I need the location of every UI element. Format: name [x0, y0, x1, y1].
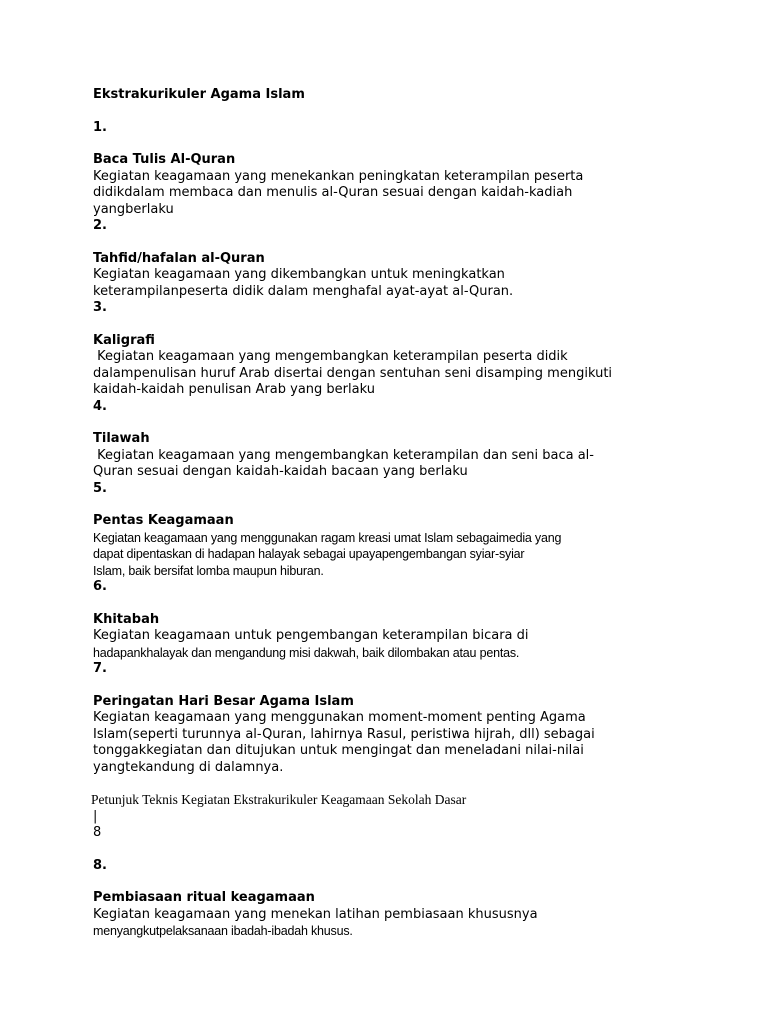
section-line: Islam(seperti turunnya al-Quran, lahirnya Rasul, peristiwa hijrah, dll) sebagai [93, 726, 595, 742]
section-number: 5. [93, 480, 107, 496]
section-line: keterampilanpeserta didik dalam menghafal ayat-ayat al-Quran. [93, 283, 514, 299]
section-heading: Pembiasaan ritual keagamaan [93, 890, 315, 905]
page-footer [93, 792, 693, 842]
section-line: kaidah-kaidah penulisan Arab yang berlaku [93, 382, 375, 397]
section-line: Kegiatan keagamaan yang menekan latihan pembiasaan khususnya [93, 906, 538, 922]
section-line: yangberlaku [93, 201, 174, 217]
section-heading: Khitabah [93, 611, 160, 627]
section-line: Kegiatan keagamaan yang dikembangkan untuk meningkatkan [93, 267, 505, 282]
section-phbi [93, 694, 693, 777]
section-number: 6. [93, 579, 107, 594]
section-line: Kegiatan keagamaan yang mengembangkan keterampilan peserta didik [93, 349, 568, 364]
section-number: 4. [93, 398, 107, 414]
section-khitabah [93, 612, 693, 694]
section-line: Kegiatan keagamaan yang menekankan peningkatan keterampilan peserta [93, 168, 584, 184]
section-number: 8. [93, 857, 107, 873]
section-line: yangtekandung di dalamnya. [93, 759, 284, 775]
section-line: tonggakkegiatan dan ditujukan untuk mengingat dan meneladani nilai-nilai [93, 743, 584, 758]
document-page [93, 87, 693, 940]
section-line: dalampenulisan huruf Arab disertai dengan sentuhan seni disamping mengikuti [93, 365, 613, 381]
page-title: Ekstrakurikuler Agama Islam [93, 87, 305, 102]
section-line: Islam, baik bersifat lomba maupun hiburan. [93, 563, 324, 578]
section-number: 7. [93, 661, 107, 676]
section-line: didikdalam membaca dan menulis al-Quran sesuai dengan kaidah-kadiah [93, 185, 573, 200]
section-number: 1. [93, 119, 107, 135]
section-heading: Tilawah [93, 431, 150, 446]
section-heading: Tahfid/hafalan al-Quran [93, 250, 265, 266]
section-number: 3. [93, 300, 107, 315]
section-baca-tulis [93, 152, 693, 251]
section-line: Kegiatan keagamaan yang menggunakan moment-moment penting Agama [93, 710, 586, 725]
section-heading: Kaligrafi [93, 332, 155, 348]
section-pentas [93, 513, 693, 612]
section-line: Kegiatan keagamaan yang menggunakan ragam kreasi umat Islam sebagaimedia yang [93, 530, 562, 545]
section-tahfid [93, 251, 693, 333]
page-number: 8 [93, 825, 102, 840]
section-heading: Baca Tulis Al-Quran [93, 152, 236, 167]
footer-title: Petunjuk Teknis Kegiatan Ekstrakurikuler Keagamaan Sekolah Dasar [91, 792, 467, 807]
section-tilawah [93, 431, 693, 513]
section-number: 2. [93, 218, 107, 233]
section-line: hadapankhalayak dan mengandung misi dakwah, baik dilombakan atau pentas. [93, 645, 520, 660]
section-heading: Peringatan Hari Besar Agama Islam [93, 693, 354, 709]
section-line: Kegiatan keagamaan yang mengembangkan keterampilan dan seni baca al- [93, 447, 594, 463]
section-kaligrafi [93, 333, 693, 432]
section-line: menyangkutpelaksanaan ibadah-ibadah khusus. [93, 924, 353, 938]
section-heading: Pentas Keagamaan [93, 513, 234, 528]
section-pembiasaan [93, 858, 693, 940]
footer-separator: | [93, 808, 98, 824]
section-line: dapat dipentaskan di hadapan halayak sebagai upayapengembangan syiar-syiar [93, 547, 525, 561]
section-line: Kegiatan keagamaan untuk pengembangan keterampilan bicara di [93, 628, 529, 643]
section-line: Quran sesuai dengan kaidah-kaidah bacaan yang berlaku [93, 464, 468, 479]
